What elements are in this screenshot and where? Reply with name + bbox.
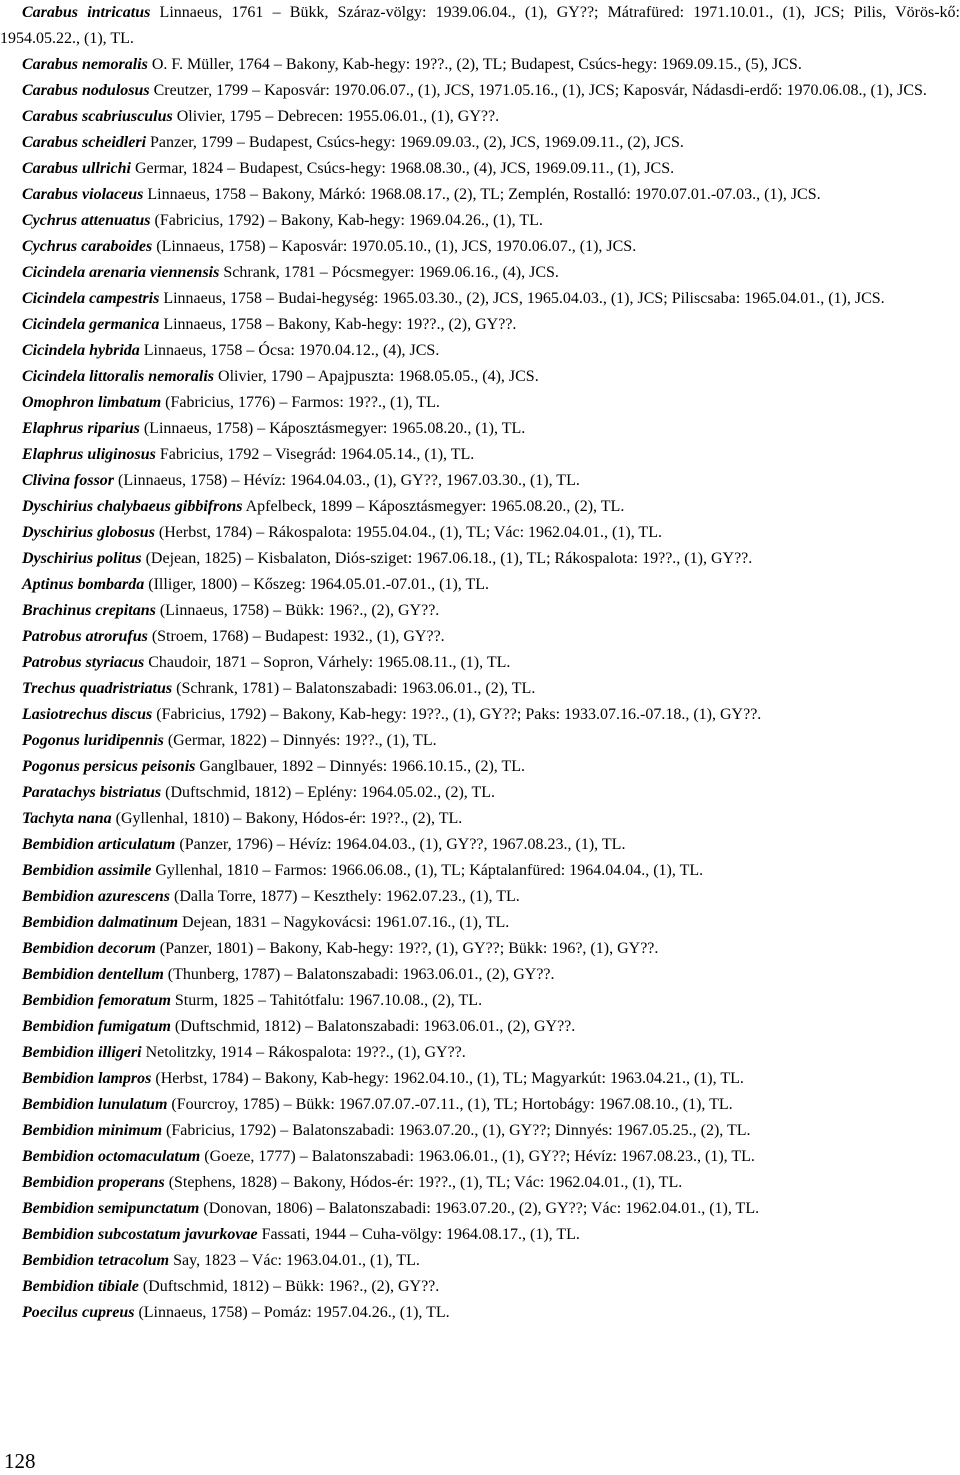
species-name: Bembidion dalmatinum — [22, 914, 179, 931]
species-entry — [0, 780, 960, 806]
species-name: Trechus quadristriatus — [22, 680, 173, 697]
record-details: (Thunberg, 1787) – Balatonszabadi: 1963.06.01., (2), GY??. — [163, 966, 555, 983]
species-name: Patrobus atrorufus — [22, 628, 148, 645]
record-details: Fabricius, 1792 – Visegrád: 1964.05.14., (1), TL. — [155, 446, 475, 463]
record-details: Apfelbeck, 1899 – Káposztásmegyer: 1965.08.20., (2), TL. — [242, 498, 625, 515]
record-details: Fassati, 1944 – Cuha-völgy: 1964.08.17., (1), TL. — [257, 1226, 580, 1243]
species-entry — [0, 598, 960, 624]
species-entry — [0, 468, 960, 494]
species-entry — [0, 754, 960, 780]
record-details: Linnaeus, 1758 – Budai-hegység: 1965.03.30., (2), JCS, 1965.04.03., (1), JCS; Piliscsaba: 1965.04.01., (1), JCS. — [159, 290, 885, 307]
species-name: Bembidion tetracolum — [22, 1252, 170, 1269]
record-details: Ganglbauer, 1892 – Dinnyés: 1966.10.15., (2), TL. — [195, 758, 526, 775]
record-details: Linnaeus, 1761 – Bükk, Száraz-völgy: 1939.06.04., (1), GY??; Mátrafüred: 1971.10.01., (1), JCS; Pilis, Vörös-kő: 1954.05.22., (1), TL. — [0, 4, 960, 47]
species-name: Bembidion articulatum — [22, 836, 176, 853]
species-entry — [0, 1196, 960, 1222]
species-name: Bembidion fumigatum — [22, 1018, 171, 1035]
record-details: Germar, 1824 – Budapest, Csúcs-hegy: 1968.08.30., (4), JCS, 1969.09.11., (1), JCS. — [130, 160, 675, 177]
species-name: Bembidion femoratum — [22, 992, 171, 1009]
species-name: Cicindela hybrida — [22, 342, 140, 359]
record-details: Linnaeus, 1758 – Ócsa: 1970.04.12., (4), JCS. — [139, 342, 440, 359]
species-entry — [0, 520, 960, 546]
record-details: (Gyllenhal, 1810) – Bakony, Hódos-ér: 19??., (2), TL. — [111, 810, 463, 827]
species-name: Cicindela campestris — [22, 290, 160, 307]
record-details: Dejean, 1831 – Nagykovácsi: 1961.07.16., (1), TL. — [178, 914, 510, 931]
species-name: Carabus nodulosus — [22, 82, 150, 99]
species-name: Bembidion minimum — [22, 1122, 163, 1139]
record-details: Sturm, 1825 – Tahitótfalu: 1967.10.08., (2), TL. — [170, 992, 483, 1009]
species-name: Carabus scabriusculus — [22, 108, 173, 125]
species-name: Bembidion dentellum — [22, 966, 164, 983]
species-entry — [0, 260, 960, 286]
species-name: Bembidion octomaculatum — [22, 1148, 201, 1165]
species-name: Carabus violaceus — [22, 186, 144, 203]
species-entry — [0, 702, 960, 728]
species-name: Brachinus crepitans — [22, 602, 156, 619]
record-details: (Fourcroy, 1785) – Bükk: 1967.07.07.-07.11., (1), TL; Hortobágy: 1967.08.10., (1), TL. — [167, 1096, 733, 1113]
species-name: Bembidion properans — [22, 1174, 165, 1191]
species-entry — [0, 442, 960, 468]
species-entry — [0, 1274, 960, 1300]
species-entry — [0, 364, 960, 390]
species-entry — [0, 494, 960, 520]
species-entry — [0, 0, 960, 52]
species-entry — [0, 416, 960, 442]
species-name: Cychrus attenuatus — [22, 212, 151, 229]
species-name: Aptinus bombarda — [22, 576, 145, 593]
species-entry — [0, 676, 960, 702]
record-details: (Fabricius, 1792) – Balatonszabadi: 1963.07.20., (1), GY??; Dinnyés: 1967.05.25., (2), TL. — [162, 1122, 751, 1139]
species-entry — [0, 858, 960, 884]
species-name: Elaphrus uliginosus — [22, 446, 156, 463]
species-name: Poecilus cupreus — [22, 1304, 135, 1321]
species-entry — [0, 624, 960, 650]
species-name: Pogonus luridipennis — [22, 732, 164, 749]
species-entry — [0, 910, 960, 936]
species-name: Pogonus persicus peisonis — [22, 758, 196, 775]
species-name: Dyschirius politus — [22, 550, 142, 567]
species-name: Bembidion semipunctatum — [22, 1200, 200, 1217]
record-details: (Herbst, 1784) – Rákospalota: 1955.04.04., (1), TL; Vác: 1962.04.01., (1), TL. — [154, 524, 662, 541]
record-details: Linnaeus, 1758 – Bakony, Kab-hegy: 19??., (2), GY??. — [159, 316, 517, 333]
species-entry — [0, 572, 960, 598]
record-details: (Fabricius, 1776) – Farmos: 19??., (1), TL. — [161, 394, 440, 411]
species-name: Carabus scheidleri — [22, 134, 147, 151]
record-details: (Herbst, 1784) – Bakony, Kab-hegy: 1962.04.10., (1), TL; Magyarkút: 1963.04.21., (1), TL. — [151, 1070, 744, 1087]
record-details: Panzer, 1799 – Budapest, Csúcs-hegy: 1969.09.03., (2), JCS, 1969.09.11., (2), JCS. — [146, 134, 684, 151]
record-details: (Germar, 1822) – Dinnyés: 19??., (1), TL. — [163, 732, 437, 749]
species-entry — [0, 988, 960, 1014]
species-entry — [0, 208, 960, 234]
species-name: Bembidion azurescens — [22, 888, 171, 905]
record-details: (Stephens, 1828) – Bakony, Hódos-ér: 19??., (1), TL; Vác: 1962.04.01., (1), TL. — [164, 1174, 683, 1191]
species-entry — [0, 390, 960, 416]
species-entry — [0, 130, 960, 156]
record-details: (Dalla Torre, 1877) – Keszthely: 1962.07.23., (1), TL. — [170, 888, 520, 905]
record-details: Olivier, 1795 – Debrecen: 1955.06.01., (1), GY??. — [172, 108, 500, 125]
species-entry — [0, 1118, 960, 1144]
species-entry — [0, 832, 960, 858]
record-details: (Panzer, 1796) – Hévíz: 1964.04.03., (1), GY??, 1967.08.23., (1), TL. — [175, 836, 626, 853]
species-entry — [0, 650, 960, 676]
species-entry — [0, 312, 960, 338]
species-name: Cicindela arenaria viennensis — [22, 264, 220, 281]
species-entry — [0, 234, 960, 260]
record-details: (Illiger, 1800) – Kőszeg: 1964.05.01.-07.01., (1), TL. — [144, 576, 490, 593]
species-name: Lasiotrechus discus — [22, 706, 153, 723]
species-entry — [0, 1040, 960, 1066]
species-name: Bembidion lunulatum — [22, 1096, 168, 1113]
record-details: (Duftschmid, 1812) – Eplény: 1964.05.02., (2), TL. — [161, 784, 496, 801]
species-entry — [0, 1066, 960, 1092]
record-details: (Linnaeus, 1758) – Bükk: 196?., (2), GY??. — [155, 602, 440, 619]
species-entry — [0, 1248, 960, 1274]
species-name: Elaphrus riparius — [22, 420, 140, 437]
species-name: Dyschirius chalybaeus gibbifrons — [22, 498, 243, 515]
species-entry — [0, 728, 960, 754]
record-details: (Schrank, 1781) – Balatonszabadi: 1963.06.01., (2), TL. — [172, 680, 536, 697]
species-name: Cicindela littoralis nemoralis — [22, 368, 215, 385]
record-details: Chaudoir, 1871 – Sopron, Várhely: 1965.08.11., (1), TL. — [144, 654, 511, 671]
species-name: Tachyta nana — [22, 810, 112, 827]
record-details: Olivier, 1790 – Apajpuszta: 1968.05.05., (4), JCS. — [214, 368, 539, 385]
species-name: Bembidion tibiale — [22, 1278, 139, 1295]
species-name: Carabus intricatus — [22, 4, 151, 21]
species-entry — [0, 1014, 960, 1040]
species-entry — [0, 1222, 960, 1248]
species-name: Bembidion decorum — [22, 940, 156, 957]
record-details: (Linnaeus, 1758) – Káposztásmegyer: 1965.08.20., (1), TL. — [139, 420, 526, 437]
species-entry — [0, 338, 960, 364]
record-details: Creutzer, 1799 – Kaposvár: 1970.06.07., (1), JCS, 1971.05.16., (1), JCS; Kaposvár, Nádasdi-erdő: 1970.06.08., (1), JCS. — [149, 82, 927, 99]
species-entry — [0, 156, 960, 182]
species-entry — [0, 104, 960, 130]
species-entry — [0, 182, 960, 208]
species-entry — [0, 78, 960, 104]
page-number: 128 — [4, 1449, 36, 1473]
species-name: Bembidion illigeri — [22, 1044, 142, 1061]
record-details: (Panzer, 1801) – Bakony, Kab-hegy: 19??, (1), GY??; Bükk: 196?, (1), GY??. — [155, 940, 659, 957]
record-details: (Dejean, 1825) – Kisbalaton, Diós-sziget: 1967.06.18., (1), TL; Rákospalota: 19??., (1), GY??. — [141, 550, 753, 567]
record-details: (Linnaeus, 1758) – Pomáz: 1957.04.26., (1), TL. — [134, 1304, 450, 1321]
species-entry — [0, 1300, 960, 1326]
record-details: Schrank, 1781 – Pócsmegyer: 1969.06.16., (4), JCS. — [219, 264, 559, 281]
record-details: (Fabricius, 1792) – Bakony, Kab-hegy: 1969.04.26., (1), TL. — [150, 212, 543, 229]
record-details: (Duftschmid, 1812) – Balatonszabadi: 1963.06.01., (2), GY??. — [170, 1018, 576, 1035]
record-details: (Stroem, 1768) – Budapest: 1932., (1), GY??. — [147, 628, 445, 645]
record-details: (Linnaeus, 1758) – Hévíz: 1964.04.03., (1), GY??, 1967.03.30., (1), TL. — [114, 472, 580, 489]
record-details: (Fabricius, 1792) – Bakony, Kab-hegy: 19??., (1), GY??; Paks: 1933.07.16.-07.18., (1), GY??. — [152, 706, 762, 723]
species-entry — [0, 884, 960, 910]
species-name: Bembidion assimile — [22, 862, 152, 879]
species-entry — [0, 936, 960, 962]
record-details: Netolitzky, 1914 – Rákospalota: 19??., (1), GY??. — [141, 1044, 466, 1061]
record-details: O. F. Müller, 1764 – Bakony, Kab-hegy: 19??., (2), TL; Budapest, Csúcs-hegy: 1969.09.15., (5), JCS. — [147, 56, 802, 73]
species-name: Cicindela germanica — [22, 316, 160, 333]
record-details: (Linnaeus, 1758) – Kaposvár: 1970.05.10., (1), JCS, 1970.06.07., (1), JCS. — [152, 238, 637, 255]
species-name: Patrobus styriacus — [22, 654, 145, 671]
species-name: Dyschirius globosus — [22, 524, 155, 541]
species-name: Paratachys bistriatus — [22, 784, 162, 801]
species-entry — [0, 806, 960, 832]
species-name: Omophron limbatum — [22, 394, 162, 411]
species-entry — [0, 1144, 960, 1170]
species-name: Bembidion lampros — [22, 1070, 152, 1087]
record-details: Gyllenhal, 1810 – Farmos: 1966.06.08., (1), TL; Káptalanfüred: 1964.04.04., (1), TL. — [151, 862, 704, 879]
species-name: Carabus nemoralis — [22, 56, 148, 73]
record-details: (Donovan, 1806) – Balatonszabadi: 1963.07.20., (2), GY??; Vác: 1962.04.01., (1), TL. — [199, 1200, 760, 1217]
species-entry — [0, 286, 960, 312]
species-name: Clivina fossor — [22, 472, 115, 489]
record-details: Linnaeus, 1758 – Bakony, Márkó: 1968.08.17., (2), TL; Zemplén, Rostalló: 1970.07.01.-07.03., (1), JCS. — [143, 186, 821, 203]
species-entry — [0, 52, 960, 78]
species-name: Carabus ullrichi — [22, 160, 131, 177]
species-name: Bembidion subcostatum javurkovae — [22, 1226, 258, 1243]
species-entry — [0, 1170, 960, 1196]
species-entry — [0, 1092, 960, 1118]
record-details: Say, 1823 – Vác: 1963.04.01., (1), TL. — [169, 1252, 420, 1269]
species-entry — [0, 546, 960, 572]
record-details: (Goeze, 1777) – Balatonszabadi: 1963.06.01., (1), GY??; Hévíz: 1967.08.23., (1), TL. — [200, 1148, 755, 1165]
record-details: (Duftschmid, 1812) – Bükk: 196?., (2), GY??. — [138, 1278, 440, 1295]
species-name: Cychrus caraboides — [22, 238, 153, 255]
species-entry — [0, 962, 960, 988]
